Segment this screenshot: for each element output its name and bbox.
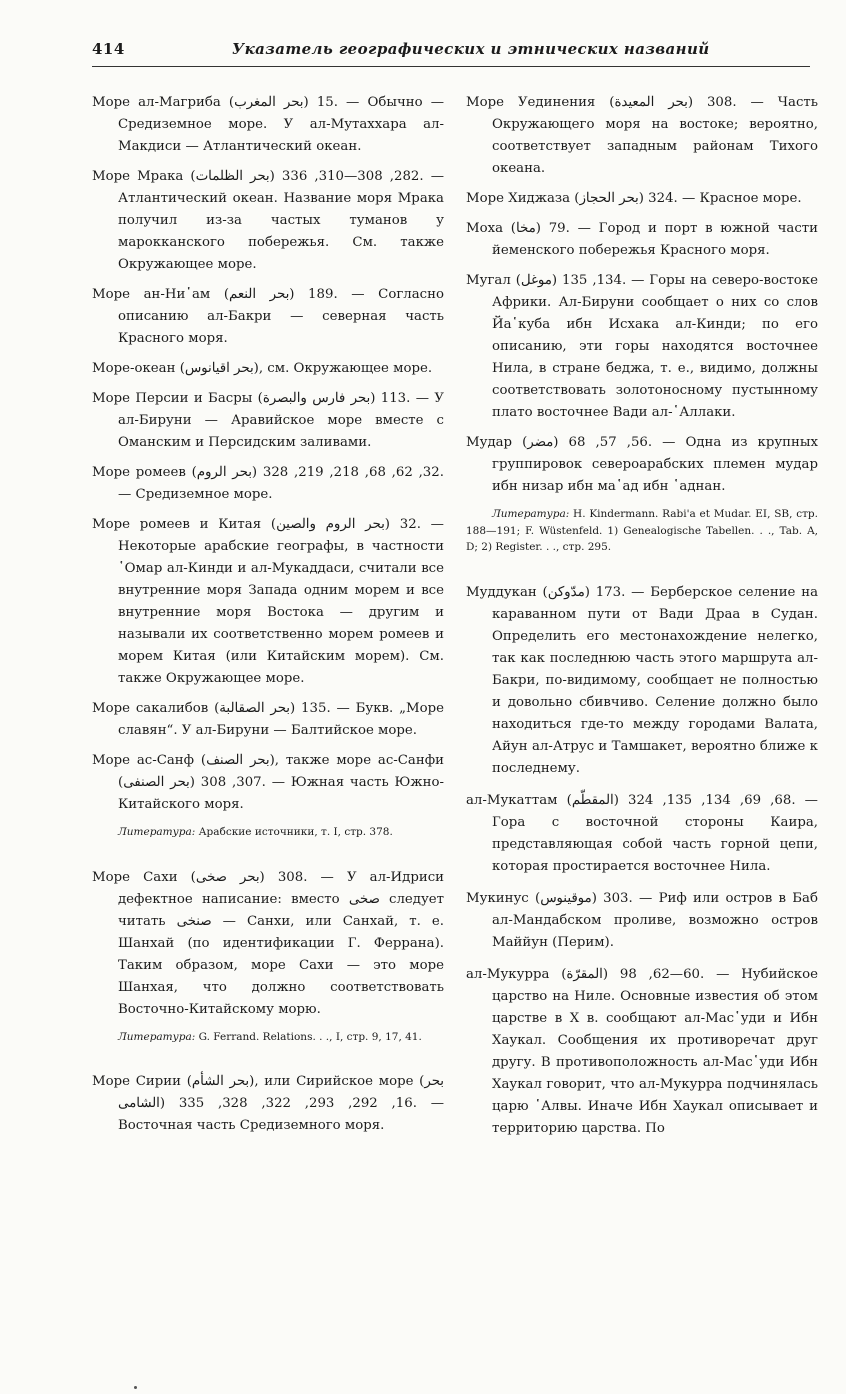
literature-note bbox=[92, 824, 444, 841]
index-entry: Море ан-Ни῾ам (بحر النعم) 189. — Согласно описанию ал-Бакри — северная часть Красного моря. bbox=[92, 287, 444, 346]
literature-text: H. Kindermann. Rabi'a et Mudar. EI, SB, стр. 188—191; F. Wüstenfeld. 1) Genealogische Tabellen. . ., Tab. A, D; 2) Register. . ., стр. 295. bbox=[466, 508, 818, 553]
scan-speck bbox=[134, 1386, 137, 1389]
index-entry: Море ромеев и Китая (بحر الروم والصين) 32. — Некоторые арабские географы, в частности ῾Омар ал-Кинди и ал-Мукаддаси, считали все внутренние моря Запада одним морем и все внутренние моря Востока — другим и называли их соответственно морем ромеев и морем Китая (или Китайским морем). См. также Окружающее море. bbox=[92, 517, 444, 686]
literature-text: Арабские источники, т. I, стр. 378. bbox=[198, 826, 393, 838]
page-number: 414 bbox=[92, 40, 125, 58]
index-entry: Море ал-Магриба (بحر المغرب) 15. — Обычно — Средиземное море. У ал-Мутаххара ал-Макдиси — Атлантический океан. bbox=[92, 95, 445, 154]
index-entry: Море Хиджаза (بحر الحجاز) 324. — Красное море. bbox=[466, 191, 802, 206]
index-entry: Море Мрака (بحر الظلمات) 282, 308—310, 336. — Атлантический океан. Название моря Мрака получил из-за частых туманов у марокканского побережья. См. также Окружающее море. bbox=[92, 169, 444, 272]
literature-note bbox=[92, 1029, 444, 1046]
index-entry: Море ас-Санф (بحر الصنف), также море ас-Санфи (بحر الصنفى) 307, 308. — Южная часть Южно-Китайского моря. bbox=[92, 753, 444, 812]
index-entry: Море Уединения (بحر المعيدة) 308. — Часть Окружающего моря на востоке; вероятно, соответствует западным районам Тихого океана. bbox=[466, 95, 819, 176]
running-title: Указатель географических и этнических названий bbox=[232, 40, 710, 58]
right-column bbox=[466, 92, 818, 1148]
left-column bbox=[92, 92, 444, 1145]
literature-label: Литература: bbox=[118, 826, 196, 838]
index-entry: Море-океан (بحر اقيانوس), см. Окружающее море. bbox=[92, 361, 433, 376]
index-entry: Море ромеев (بحر الروم) 32, 62, 68, 218, 219, 328. — Средиземное море. bbox=[92, 465, 444, 502]
index-entry: Море Сирии (بحر الشأم), или Сирийское море (بحر الشامى) 16, 292, 293, 322, 328, 335. — Восточная часть Средиземного моря. bbox=[92, 1074, 444, 1133]
index-entry: Муддукан (مدّوكن) 173. — Берберское селение на караванном пути от Вади Драа в Судан. Определить его местонахождение нелегко, так как последнюю часть этого маршрута ал-Бакри, по-видимому, сообщает не полностью и довольно сбивчиво. Селение должно было находиться где-то между городами Валата, Айун ал-Атрус и Тамшакет, вероятно ближе к последнему. bbox=[466, 584, 819, 776]
index-entry: Мугал (موغل) 134, 135. — Горы на северо-востоке Африки. Ал-Бируни сообщает о них со слов Йа῾куба ибн Исхака ал-Кинди; по его описанию, эти горы находятся восточнее Нила, в стране беджа, т. е., видимо, должны соответствовать золотоносному пустынному плато восточнее Вади ал-῾Аллаки. bbox=[466, 273, 818, 420]
index-entry: ал-Мукурра (المقرّة) 60—62, 98. — Нубийское царство на Ниле. Основные известия об этом царстве в X в. сообщают ал-Мас῾уди и Ибн Хаукал. Сообщения их противоречат друг другу. В противоположность ал-Мас῾уди Ибн Хаукал говорит, что ал-Мукурра подчинялась царю ῾Алвы. Иначе Ибн Хаукал описывает и территорию царства. По bbox=[466, 966, 818, 1136]
literature-label: Литература: bbox=[492, 508, 570, 520]
index-entry: Мукинус (موقينوس) 303. — Риф или остров в Баб ал-Мандабском проливе, возможно остров Маййун (Перим). bbox=[466, 890, 818, 950]
index-entry: ал-Мукаттам (المقطّم) 68, 69, 134, 135, 324. — Гора с восточной стороны Каира, представляющая собой часть горной цепи, которая простирается восточнее Нила. bbox=[466, 792, 818, 874]
index-entry: Море Персии и Басры (بحر فارس والبصرة) 113. — У ал-Бируни — Аравийское море вместе с Оманским и Персидским заливами. bbox=[92, 391, 444, 450]
page-header bbox=[92, 40, 810, 67]
index-entry: Море Сахи (بحر صخى) 308. — У ал-Идриси дефектное написание: вместо صخى следует читать صنخى — Санхи, или Санхай, т. е. Шанхай (по идентификации Г. Феррана). Таким образом, море Сахи — это море Шанхая, что должно соответствовать Восточно-Китайскому морю. bbox=[92, 869, 444, 1017]
literature-note bbox=[466, 506, 818, 556]
index-entry: Мудар (مضر) 56, 57, 68. — Одна из крупных группировок североарабских племен мудар ибн низар ибн ма῾ад ибн ῾аднан. bbox=[466, 435, 818, 494]
index-entry: Море сакалибов (بحر الصقالبة) 135. — Букв. „Море славян“. У ал-Бируни — Балтийское море. bbox=[92, 701, 444, 738]
index-entry: Моха (مخا) 79. — Город и порт в южной части йеменского побережья Красного моря. bbox=[466, 221, 818, 258]
literature-text: G. Ferrand. Relations. . ., I, стр. 9, 17, 41. bbox=[198, 1030, 422, 1043]
literature-label: Литература: bbox=[118, 1030, 196, 1043]
